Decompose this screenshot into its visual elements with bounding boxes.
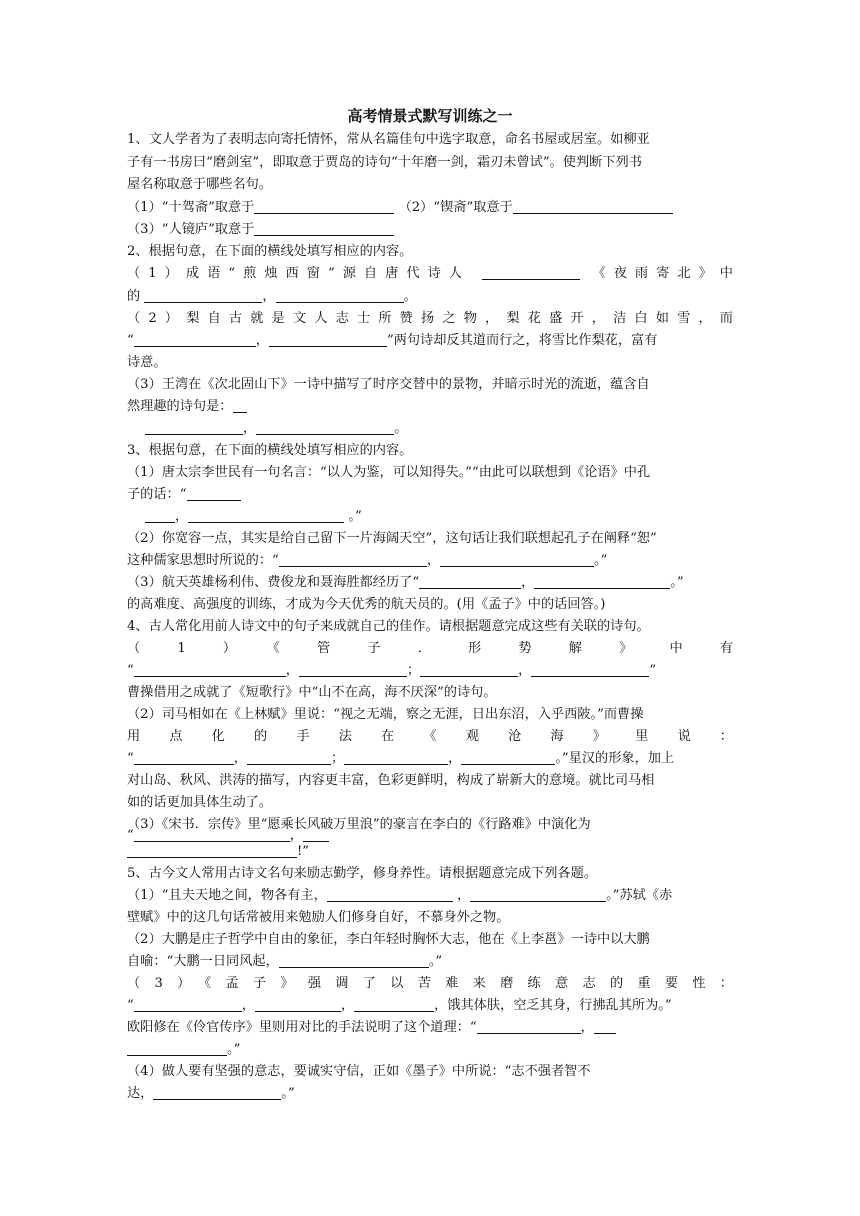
text-line: 用点化的手法在《观沧海》里说： <box>127 729 733 744</box>
answer-blank[interactable] <box>303 827 329 842</box>
answer-blank[interactable] <box>354 997 434 1012</box>
text-line: 。” <box>127 1040 733 1060</box>
text-line: （1）唐太宗李世民有一句名言：“以人为鉴，可以知得失。”“由此可以联想到《论语》中孔 <box>127 465 651 480</box>
answer-blank[interactable] <box>279 953 429 968</box>
text-line: 2、根据句意，在下面的横线处填写相应的内容。 <box>127 244 413 259</box>
text-line: （1）“十驾斋”取意于 （2）“锲斋”取意于 <box>127 198 733 218</box>
answer-blank[interactable] <box>344 750 448 765</box>
text-line: （3）《孟子》强调了以苦难来磨练意志的重要性： <box>127 976 733 991</box>
answer-blank[interactable] <box>145 508 175 523</box>
answer-blank[interactable] <box>327 887 453 902</box>
text-line: （4）做人要有坚强的意志，要诚实守信，正如《墨子》中所说：“志不强者智不 <box>127 1064 591 1079</box>
text-line: 这种儒家思想时所说的：“ ， 。” <box>127 553 608 568</box>
answer-blank[interactable] <box>279 552 427 567</box>
text-line: 屋名称取意于哪些名句。 <box>127 177 273 192</box>
text-line: 子有一书房曰“磨剑室”，即取意于贾岛的诗句“十年磨一剑，霜刃未曾试”。使判断下列书 <box>127 155 642 170</box>
answer-blank[interactable] <box>247 750 331 765</box>
answer-blank[interactable] <box>153 1085 281 1100</box>
text-line: ， 。” <box>127 507 733 527</box>
page-title: 高考情景式默写训练之一 <box>347 107 513 125</box>
answer-blank[interactable] <box>299 662 407 677</box>
answer-blank[interactable] <box>513 199 673 214</box>
answer-blank[interactable] <box>482 265 580 280</box>
answer-blank[interactable] <box>134 827 290 842</box>
text-line: （2）大鹏是庄子哲学中自由的象征，李白年轻时胸怀大志，他在《上李邕》一诗中以大鹏 <box>127 932 650 947</box>
answer-blank[interactable] <box>134 662 286 677</box>
answer-blank[interactable] <box>134 750 234 765</box>
answer-blank[interactable] <box>233 398 247 413</box>
text-line: 欧阳修在《伶官传序》里则用对比的手法说明了这个道理：“ ， <box>127 1018 733 1038</box>
text-line: （3）航天英雄杨利伟、费俊龙和聂海胜都经历了“ ， 。” <box>127 575 684 590</box>
answer-blank[interactable] <box>470 887 606 902</box>
text-line: 1、文人学者为了表明志向寄托情怀，常从名篇佳句中选字取意，命名书屋或居室。如柳亚 <box>127 132 650 147</box>
text-line: 4、古人常化用前人诗文中的句子来成就自己的佳作。请根据题意完成这些有关联的诗句。 <box>127 619 650 634</box>
text-line: 对山岛、秋风、洪涛的描写，内容更丰富，色彩更鲜明，构成了崭新大的意境。就比司马相 <box>127 773 655 788</box>
answer-blank[interactable] <box>477 1019 581 1034</box>
answer-blank[interactable] <box>534 574 670 589</box>
text-line: 诗意。 <box>127 355 167 370</box>
answer-blank[interactable] <box>420 662 518 677</box>
text-line: 的高难度、高强度的训练，才成为今天优秀的航天员的。(用《孟子》中的话回答。) <box>127 597 606 612</box>
text-line: 然理趣的诗句是： <box>127 397 733 417</box>
text-line: “ ， ； ， 。”星汉的形象，加上 <box>127 751 675 766</box>
text-line: 子的话：“ <box>127 485 733 505</box>
answer-blank[interactable] <box>134 332 256 347</box>
text-line: “ ， <box>127 826 733 846</box>
answer-blank[interactable] <box>440 552 594 567</box>
text-line: （3）“人镜庐”取意于 <box>127 220 733 240</box>
text-line: ， 。 <box>127 419 733 439</box>
text-line: 的 ， 。 <box>127 289 417 304</box>
answer-blank[interactable] <box>145 420 243 435</box>
answer-blank[interactable] <box>254 221 394 236</box>
text-line: “ ， ”两句诗却反其道而行之，将雪比作梨花，富有 <box>127 333 658 348</box>
answer-blank[interactable] <box>187 486 241 501</box>
answer-blank[interactable] <box>127 1041 227 1056</box>
answer-blank[interactable] <box>461 750 555 765</box>
text-line: （3）王湾在《次北固山下》一诗中描写了时序交替中的景物，并暗示时光的流逝，蕴含自 <box>127 377 650 392</box>
text-line: !” <box>127 842 733 862</box>
answer-blank[interactable] <box>254 199 394 214</box>
answer-blank[interactable] <box>144 288 262 303</box>
text-line: 达， 。” <box>127 1086 295 1101</box>
answer-blank[interactable] <box>276 288 404 303</box>
text-line: 自喻：“大鹏一日同风起， 。” <box>127 954 443 969</box>
text-line: （3）《宋书．宗传》里“愿乘长风破万里浪”的豪言在李白的《行路难》中演化为 <box>127 817 591 832</box>
answer-blank[interactable] <box>269 332 387 347</box>
answer-blank[interactable] <box>127 843 297 858</box>
text-line: “ ， ， ，饿其体肤，空乏其身，行拂乱其所为。” <box>127 998 672 1013</box>
text-line: 曹操借用之成就了《短歌行》中“山不在高，海不厌深”的诗句。 <box>127 685 497 700</box>
text-line: “ ， ； ， ” <box>127 663 657 678</box>
text-line: （1）《管子．形势解》中有 <box>127 641 733 656</box>
text-line: 3、根据句意，在下面的横线处填写相应的内容。 <box>127 443 413 458</box>
answer-blank[interactable] <box>531 662 649 677</box>
answer-blank[interactable] <box>255 997 341 1012</box>
text-line: （2）你宽容一点，其实是给自己留下一片海阔天空”，这句话让我们联想起孔子在阐释“恕” <box>127 531 657 546</box>
text-line: （2）梨自古就是文人志士所赞扬之物，梨花盛开，洁白如雪，而 <box>127 311 733 326</box>
answer-blank[interactable] <box>256 420 394 435</box>
text-line: 壁赋》中的这几句话常被用来勉励人们修身自好，不慕身外之物。 <box>127 910 510 925</box>
text-line: （1）成语“煎烛西窗”源自唐代诗人 《夜雨寄北》中 <box>127 266 733 281</box>
text-line: （2）司马相如在《上林赋》里说：“视之无端，察之无涯，日出东沼，入乎西陂。”而曹操 <box>127 707 644 722</box>
answer-blank[interactable] <box>419 574 521 589</box>
text-line: （1）“且夫天地之间，物各有主， ， 。”苏轼《赤 <box>127 888 673 903</box>
text-line: 5、古今文人常用古诗文名句来励志勤学，修身养性。请根据题意完成下列各题。 <box>127 866 597 881</box>
answer-blank[interactable] <box>134 997 242 1012</box>
answer-blank[interactable] <box>594 1019 616 1034</box>
answer-blank[interactable] <box>188 508 344 523</box>
text-line: 如的话更加具体生动了。 <box>127 795 273 810</box>
